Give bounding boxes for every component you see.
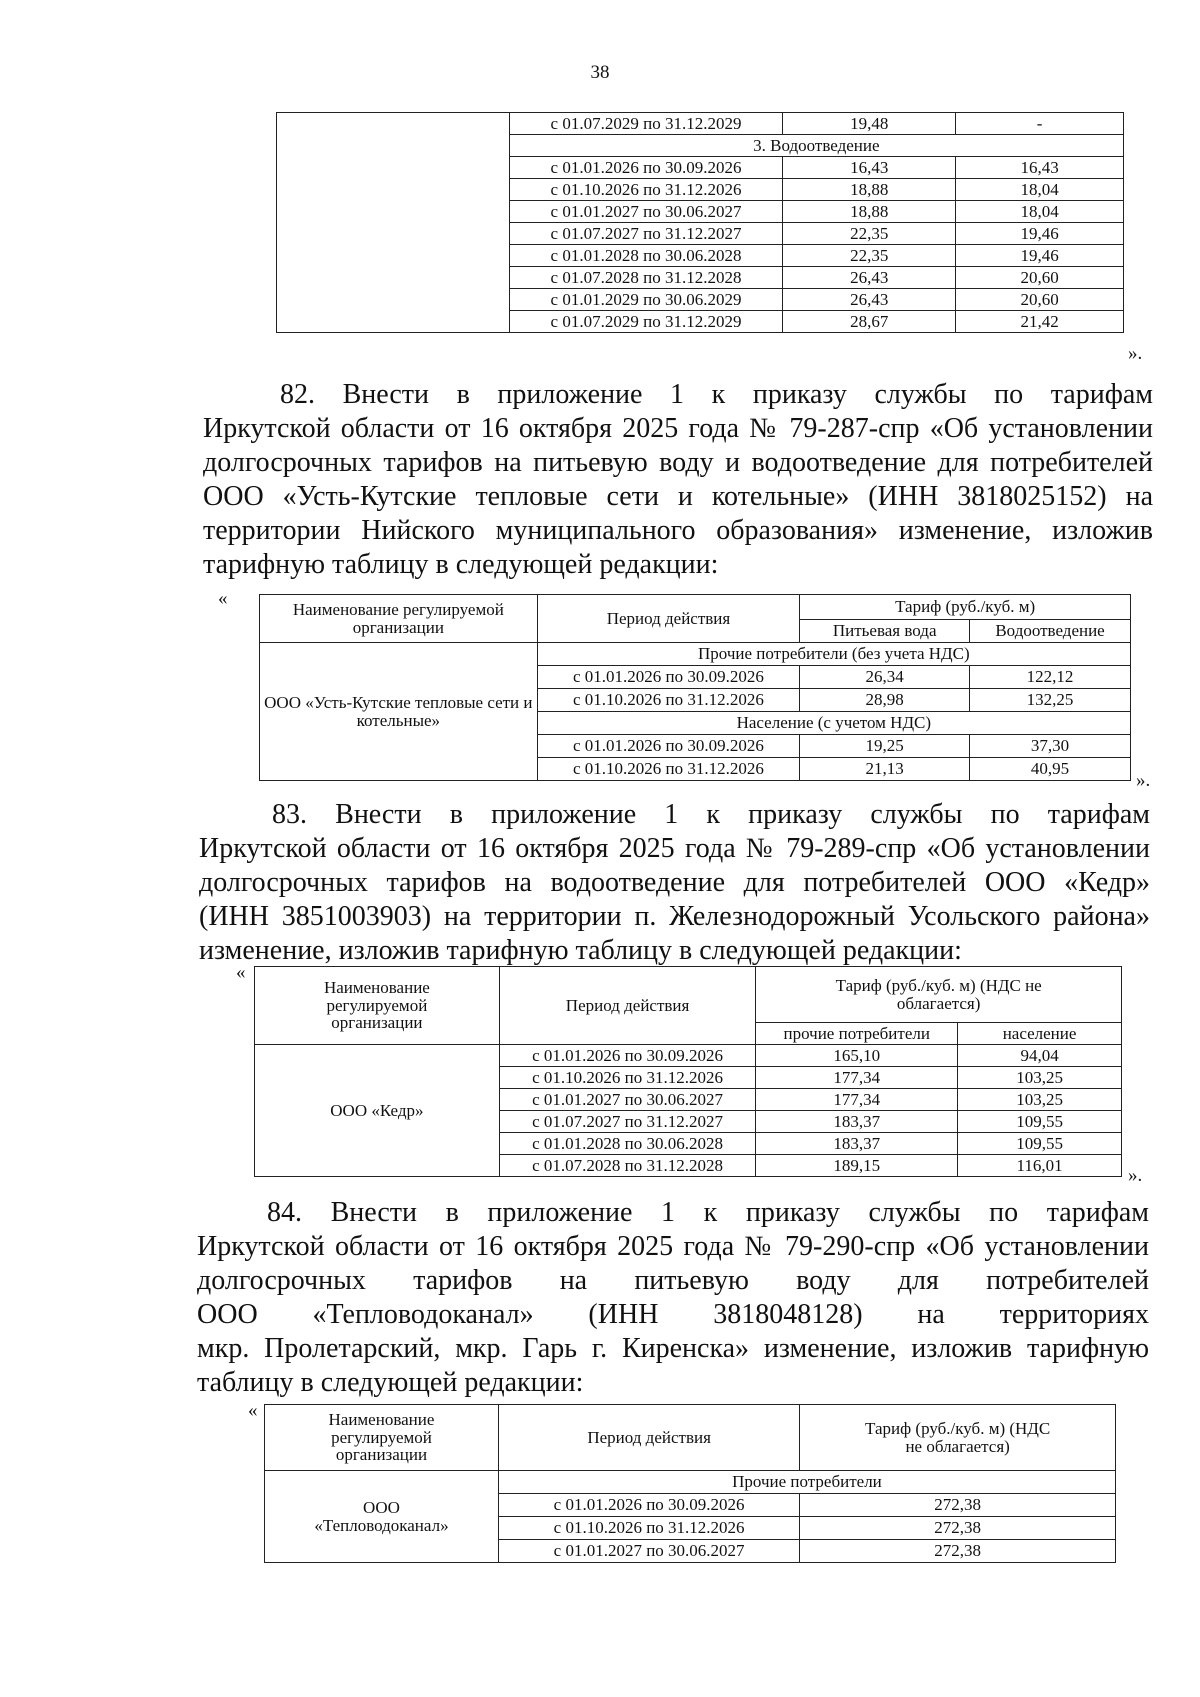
value-cell: 177,34 xyxy=(756,1067,958,1089)
header-org: Наименование регулируемой организации xyxy=(260,595,538,643)
p82-line: долгосрочных тарифов на питьевую воду и водоотведение для потребителей xyxy=(203,447,1153,478)
header-other: прочие потребители xyxy=(756,1023,958,1045)
period-cell: с 01.01.2027 по 30.06.2027 xyxy=(499,1089,756,1111)
page-number: 38 xyxy=(590,62,610,83)
period-cell: с 01.01.2026 по 30.09.2026 xyxy=(509,157,783,179)
value-cell: 26,43 xyxy=(783,289,956,311)
table-1 xyxy=(276,112,1124,333)
p84-line: Иркутской области от 16 октября 2025 года № 79-290-спр «Об установлении xyxy=(197,1231,1149,1262)
value-cell: 26,43 xyxy=(783,267,956,289)
period-cell: с 01.01.2029 по 30.06.2029 xyxy=(509,289,783,311)
period-cell: с 01.01.2026 по 30.09.2026 xyxy=(498,1494,799,1517)
value-cell: - xyxy=(956,113,1124,135)
p83-line: 83. Внести в приложение 1 к приказу службы по тарифам xyxy=(272,799,1150,830)
value-cell: 21,13 xyxy=(800,758,970,781)
table-1-end-quote: ». xyxy=(1128,343,1143,364)
empty-org-cell xyxy=(277,113,510,333)
header-tariff: Тариф (руб./куб. м) (НДС не облагается) xyxy=(800,1405,1116,1471)
period-cell: с 01.07.2027 по 31.12.2027 xyxy=(499,1111,756,1133)
table-row xyxy=(277,113,1124,135)
header-period: Период действия xyxy=(498,1405,799,1471)
value-cell: 19,46 xyxy=(956,245,1124,267)
p82-line: ООО «Усть-Кутские тепловые сети и котельные» (ИНН 3818025152) на xyxy=(203,481,1153,512)
value-cell: 18,04 xyxy=(956,179,1124,201)
value-cell: 26,34 xyxy=(800,666,970,689)
value-cell: 177,34 xyxy=(756,1089,958,1111)
value-cell: 116,01 xyxy=(958,1155,1122,1177)
header-tariff: Тариф (руб./куб. м) (НДС не облагается) xyxy=(756,967,1122,1023)
table-row xyxy=(255,1045,1122,1067)
header-population: население xyxy=(958,1023,1122,1045)
period-cell: с 01.07.2029 по 31.12.2029 xyxy=(509,113,783,135)
p83-line: (ИНН 3851003903) на территории п. Железнодорожный Усольского района» xyxy=(199,901,1150,932)
period-cell: с 01.10.2026 по 31.12.2026 xyxy=(498,1517,799,1540)
header-waste: Водоотведение xyxy=(970,620,1131,643)
period-cell: с 01.01.2027 по 30.06.2027 xyxy=(498,1540,799,1563)
section-other: Прочие потребители (без учета НДС) xyxy=(537,643,1130,666)
period-cell: с 01.10.2026 по 31.12.2026 xyxy=(537,689,800,712)
value-cell: 19,25 xyxy=(800,735,970,758)
value-cell: 272,38 xyxy=(800,1540,1116,1563)
paragraph-84 xyxy=(197,1196,1149,1400)
table-2-open-quote: « xyxy=(218,588,228,609)
value-cell: 109,55 xyxy=(958,1133,1122,1155)
p82-line: 82. Внести в приложение 1 к приказу службы по тарифам xyxy=(280,379,1153,410)
period-cell: с 01.07.2028 по 31.12.2028 xyxy=(499,1155,756,1177)
value-cell: 18,88 xyxy=(783,201,956,223)
p84-line: 84. Внести в приложение 1 к приказу службы по тарифам xyxy=(267,1197,1149,1228)
table-4-open-quote: « xyxy=(248,1400,258,1421)
header-org: Наименование регулируемой организации xyxy=(265,1405,499,1471)
period-cell: с 01.01.2026 по 30.09.2026 xyxy=(499,1045,756,1067)
header-tariff: Тариф (руб./куб. м) xyxy=(800,595,1131,620)
paragraph-83 xyxy=(199,798,1150,968)
value-cell: 183,37 xyxy=(756,1111,958,1133)
table-4 xyxy=(264,1404,1116,1563)
p84-line: таблицу в следующей редакции: xyxy=(197,1367,584,1398)
value-cell: 19,48 xyxy=(783,113,956,135)
table-2-end-quote: ». xyxy=(1136,770,1151,791)
period-cell: с 01.10.2026 по 31.12.2026 xyxy=(537,758,800,781)
value-cell: 16,43 xyxy=(783,157,956,179)
org-name: ООО «Кедр» xyxy=(255,1045,500,1177)
header-period: Период действия xyxy=(499,967,756,1045)
period-cell: с 01.10.2026 по 31.12.2026 xyxy=(499,1067,756,1089)
value-cell: 22,35 xyxy=(783,223,956,245)
header-period: Период действия xyxy=(537,595,800,643)
table-2 xyxy=(259,594,1131,781)
value-cell: 18,04 xyxy=(956,201,1124,223)
p84-line: ООО «Тепловодоканал» (ИНН 3818048128) на территориях xyxy=(197,1299,1149,1330)
period-cell: с 01.07.2029 по 31.12.2029 xyxy=(509,311,783,333)
period-cell: с 01.10.2026 по 31.12.2026 xyxy=(509,179,783,201)
value-cell: 21,42 xyxy=(956,311,1124,333)
p83-line: Иркутской области от 16 октября 2025 года № 79-289-спр «Об установлении xyxy=(199,833,1150,864)
value-cell: 22,35 xyxy=(783,245,956,267)
table-3-open-quote: « xyxy=(236,962,246,983)
period-cell: с 01.01.2027 по 30.06.2027 xyxy=(509,201,783,223)
value-cell: 165,10 xyxy=(756,1045,958,1067)
section-population: Население (с учетом НДС) xyxy=(537,712,1130,735)
value-cell: 103,25 xyxy=(958,1067,1122,1089)
p83-line: долгосрочных тарифов на водоотведение для потребителей ООО «Кедр» xyxy=(199,867,1150,898)
value-cell: 20,60 xyxy=(956,289,1124,311)
org-name: ООО «Тепловодоканал» xyxy=(265,1471,499,1563)
p84-line: долгосрочных тарифов на питьевую воду для потребителей xyxy=(197,1265,1149,1296)
value-cell: 272,38 xyxy=(800,1517,1116,1540)
value-cell: 272,38 xyxy=(800,1494,1116,1517)
value-cell: 18,88 xyxy=(783,179,956,201)
paragraph-82 xyxy=(203,378,1153,582)
period-cell: с 01.07.2027 по 31.12.2027 xyxy=(509,223,783,245)
value-cell: 122,12 xyxy=(970,666,1131,689)
value-cell: 103,25 xyxy=(958,1089,1122,1111)
section-header: 3. Водоотведение xyxy=(509,135,1123,157)
p84-line: мкр. Пролетарский, мкр. Гарь г. Киренска» изменение, изложив тарифную xyxy=(197,1333,1149,1364)
period-cell: с 01.01.2026 по 30.09.2026 xyxy=(537,735,800,758)
header-org: Наименование регулируемой организации xyxy=(255,967,500,1045)
table-3 xyxy=(254,966,1122,1177)
p83-line: изменение, изложив тарифную таблицу в следующей редакции: xyxy=(199,935,962,966)
value-cell: 28,67 xyxy=(783,311,956,333)
period-cell: с 01.07.2028 по 31.12.2028 xyxy=(509,267,783,289)
p82-line: тарифную таблицу в следующей редакции: xyxy=(203,549,719,580)
value-cell: 94,04 xyxy=(958,1045,1122,1067)
value-cell: 19,46 xyxy=(956,223,1124,245)
value-cell: 28,98 xyxy=(800,689,970,712)
value-cell: 189,15 xyxy=(756,1155,958,1177)
value-cell: 132,25 xyxy=(970,689,1131,712)
value-cell: 20,60 xyxy=(956,267,1124,289)
org-name: ООО «Усть-Кутские тепловые сети и котельные» xyxy=(260,643,538,781)
p82-line: территории Нийского муниципального образования» изменение, изложив xyxy=(203,515,1153,546)
period-cell: с 01.01.2028 по 30.06.2028 xyxy=(509,245,783,267)
value-cell: 109,55 xyxy=(958,1111,1122,1133)
header-water: Питьевая вода xyxy=(800,620,970,643)
section-other: Прочие потребители xyxy=(498,1471,1115,1494)
period-cell: с 01.01.2026 по 30.09.2026 xyxy=(537,666,800,689)
p82-line: Иркутской области от 16 октября 2025 года № 79-287-спр «Об установлении xyxy=(203,413,1153,444)
table-3-end-quote: ». xyxy=(1128,1165,1143,1186)
value-cell: 37,30 xyxy=(970,735,1131,758)
value-cell: 40,95 xyxy=(970,758,1131,781)
period-cell: с 01.01.2028 по 30.06.2028 xyxy=(499,1133,756,1155)
value-cell: 183,37 xyxy=(756,1133,958,1155)
value-cell: 16,43 xyxy=(956,157,1124,179)
